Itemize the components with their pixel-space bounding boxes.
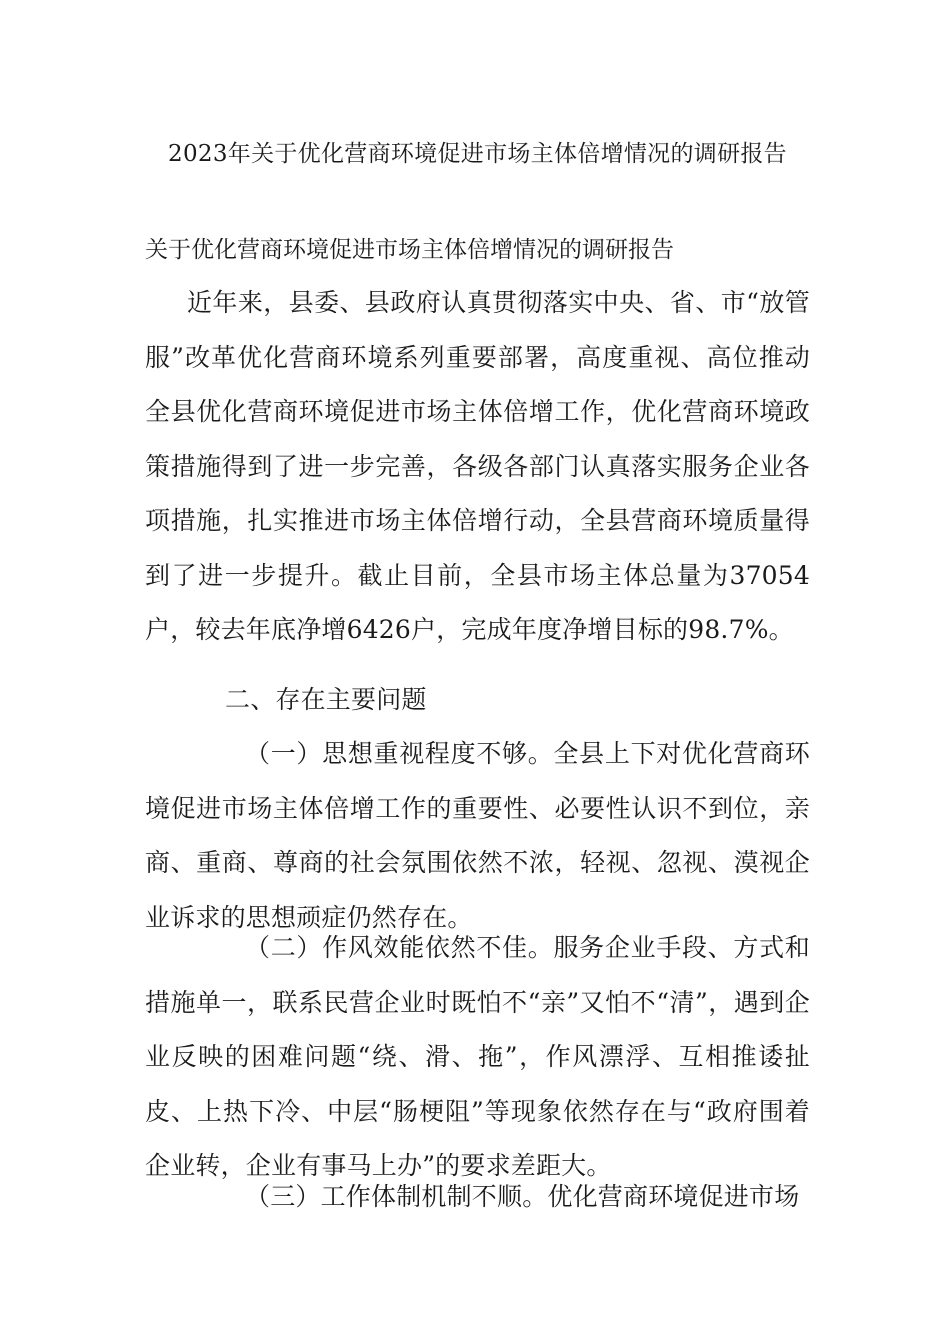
section-heading-problems: 二、存在主要问题 <box>225 685 427 714</box>
paragraph-problem-1: （一）思想重视程度不够。全县上下对优化营商环境促进市场主体倍增工作的重要性、必要性认识不到位，亲商、重商、尊商的社会氛围依然不浓，轻视、忽视、漠视企业诉求的思想顽症仍然存在。 <box>145 739 810 932</box>
paragraph-intro: 近年来，县委、县政府认真贯彻落实中央、省、市“放管服”改革优化营商环境系列重要部署，高度重视、高位推动全县优化营商环境促进市场主体倍增工作，优化营商环境政策措施得到了进一步完善，各级各部门认真落实服务企业各项措施，扎实推进市场主体倍增行动，全县营商环境质量得到了进一步提升。截止目前，全县市场主体总量为37054户，较去年底净增6426户，完成年度净增目标的98.7%。 <box>145 288 810 644</box>
document-title: 2023年关于优化营商环境促进市场主体倍增情况的调研报告 <box>168 141 787 167</box>
paragraph-problem-3: （三）工作体制机制不顺。优化营商环境促进市场 <box>245 1182 800 1211</box>
paragraph-problem-2: （二）作风效能依然不佳。服务企业手段、方式和措施单一，联系民营企业时既怕不“亲”又怕不“清”，遇到企业反映的困难问题“绕、滑、拖”，作风漂浮、互相推诿扯皮、上热下冷、中层“肠梗阻”等现象依然存在与“政府围着企业转，企业有事马上办”的要求差距大。 <box>145 933 810 1180</box>
document-subtitle: 关于优化营商环境促进市场主体倍增情况的调研报告 <box>145 237 674 263</box>
